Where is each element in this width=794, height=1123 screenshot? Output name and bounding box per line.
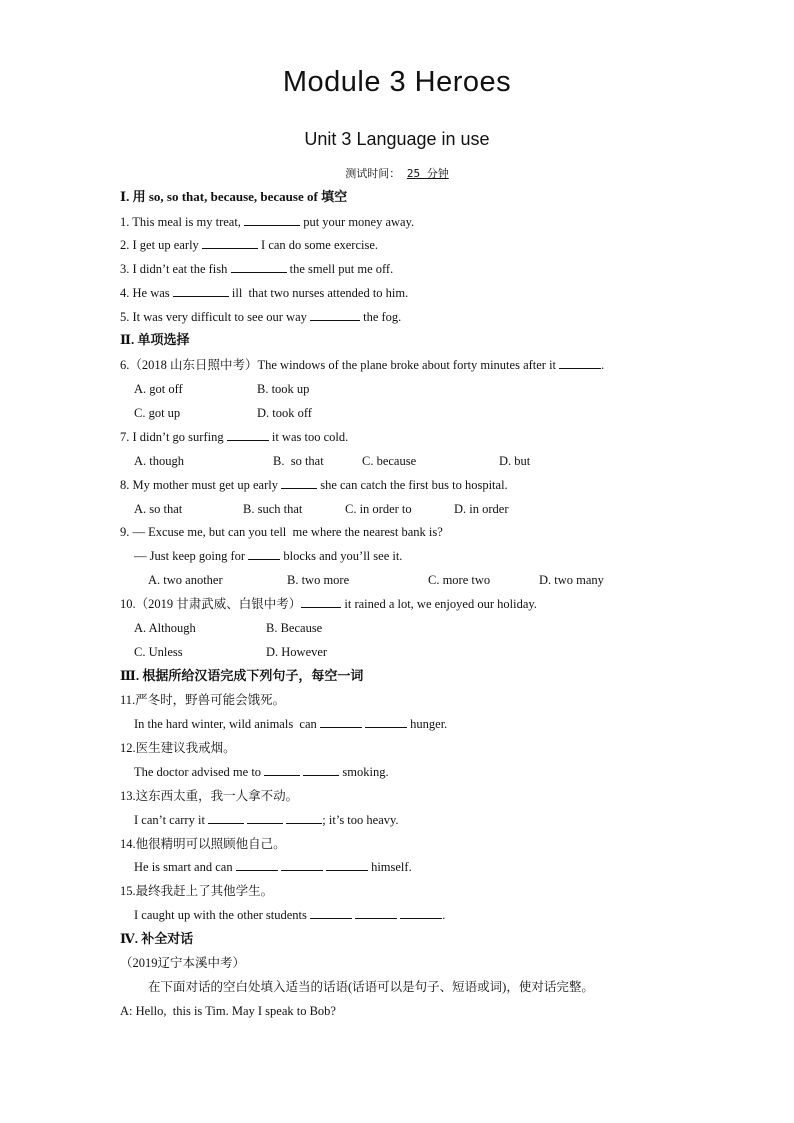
- question-14-chinese: 14.他很精明可以照顾他自己。: [120, 837, 286, 851]
- dialogue-source: （2019辽宁本溪中考）: [120, 956, 246, 970]
- option-10d[interactable]: D. However: [266, 645, 328, 659]
- option-9c[interactable]: C. more two: [428, 573, 491, 587]
- test-time-label: 测试时间：: [345, 167, 401, 180]
- question-11: In the hard winter, wild animals can hunger.: [134, 717, 448, 731]
- option-8a[interactable]: A. so that: [134, 502, 183, 516]
- answer-blank[interactable]: [355, 907, 397, 919]
- section-4-heading: Ⅳ. 补全对话: [120, 931, 194, 946]
- option-10a[interactable]: A. Although: [134, 621, 196, 635]
- option-6c[interactable]: C. got up: [134, 406, 181, 420]
- answer-blank[interactable]: [281, 859, 323, 871]
- dialogue-line-a: A: Hello, this is Tim. May I speak to Bob?: [120, 1004, 336, 1018]
- answer-blank[interactable]: [320, 716, 362, 728]
- answer-blank[interactable]: [247, 812, 283, 824]
- option-9b[interactable]: B. two more: [287, 573, 350, 587]
- option-10c[interactable]: C. Unless: [134, 645, 183, 659]
- answer-blank[interactable]: [303, 764, 339, 776]
- answer-blank[interactable]: [227, 429, 269, 441]
- option-6d[interactable]: D. took off: [257, 406, 312, 420]
- question-9: 9. — Excuse me, but can you tell me where the nearest bank is?: [120, 525, 443, 539]
- test-time-value: 25 分钟: [406, 167, 449, 180]
- answer-blank[interactable]: [310, 309, 360, 321]
- question-7: 7. I didn’t go surfing it was too cold.: [120, 430, 349, 444]
- question-6: 6.（2018 山东日照中考）The windows of the plane broke about forty minutes after it .: [120, 358, 605, 372]
- question-10: 10.（2019 甘肃武威、白银中考） it rained a lot, we enjoyed our holiday.: [120, 597, 537, 611]
- answer-blank[interactable]: [365, 716, 407, 728]
- option-7b[interactable]: B. so that: [273, 454, 324, 468]
- question-11-chinese: 11.严冬时，野兽可能会饿死。: [120, 693, 286, 707]
- question-1: 1. This meal is my treat, put your money away.: [120, 215, 415, 229]
- answer-blank[interactable]: [400, 907, 442, 919]
- question-13: I can’t carry it ; it’s too heavy.: [134, 813, 399, 827]
- option-8d[interactable]: D. in order: [454, 502, 509, 516]
- section-2-heading: Ⅱ. 单项选择: [120, 332, 190, 347]
- question-12: The doctor advised me to smoking.: [134, 765, 389, 779]
- answer-blank[interactable]: [202, 237, 258, 249]
- answer-blank[interactable]: [248, 548, 280, 560]
- dialogue-instruction: 在下面对话的空白处填入适当的话语(话语可以是句子、短语或词)，使对话完整。: [148, 980, 594, 994]
- option-6b[interactable]: B. took up: [257, 382, 310, 396]
- question-3: 3. I didn’t eat the fish the smell put me off.: [120, 262, 394, 276]
- answer-blank[interactable]: [326, 859, 368, 871]
- option-8b[interactable]: B. such that: [243, 502, 303, 516]
- option-9d[interactable]: D. two many: [539, 573, 604, 587]
- option-7c[interactable]: C. because: [362, 454, 417, 468]
- answer-blank[interactable]: [208, 812, 244, 824]
- option-7d[interactable]: D. but: [499, 454, 531, 468]
- answer-blank[interactable]: [281, 477, 317, 489]
- answer-blank[interactable]: [559, 357, 601, 369]
- answer-blank[interactable]: [286, 812, 322, 824]
- question-8: 8. My mother must get up early she can catch the first bus to hospital.: [120, 478, 508, 492]
- question-4: 4. He was ill that two nurses attended to him.: [120, 286, 409, 300]
- answer-blank[interactable]: [310, 907, 352, 919]
- answer-blank[interactable]: [173, 285, 229, 297]
- page-subtitle: Unit 3 Language in use: [304, 129, 490, 149]
- answer-blank[interactable]: [264, 764, 300, 776]
- answer-blank[interactable]: [244, 214, 300, 226]
- test-time: [0, 165, 794, 181]
- answer-blank[interactable]: [236, 859, 278, 871]
- question-12-chinese: 12.医生建议我戒烟。: [120, 741, 236, 755]
- question-5: 5. It was very difficult to see our way the fog.: [120, 310, 402, 324]
- option-9a[interactable]: A. two another: [148, 573, 223, 587]
- question-14: He is smart and can himself.: [134, 860, 412, 874]
- option-8c[interactable]: C. in order to: [345, 502, 412, 516]
- page-title: Module 3 Heroes: [282, 66, 512, 98]
- option-10b[interactable]: B. Because: [266, 621, 323, 635]
- question-15: I caught up with the other students .: [134, 908, 446, 922]
- question-9-reply: — Just keep going for blocks and you’ll see it.: [134, 549, 403, 563]
- section-3-heading: Ⅲ. 根据所给汉语完成下列句子，每空一词: [120, 668, 364, 683]
- section-1-heading: Ⅰ. 用 so, so that, because, because of 填空: [120, 189, 348, 204]
- answer-blank[interactable]: [231, 261, 287, 273]
- answer-blank[interactable]: [301, 596, 341, 608]
- question-13-chinese: 13.这东西太重，我一人拿不动。: [120, 789, 299, 803]
- question-2: 2. I get up early I can do some exercise.: [120, 238, 379, 252]
- question-15-chinese: 15.最终我赶上了其他学生。: [120, 884, 274, 898]
- option-7a[interactable]: A. though: [134, 454, 184, 468]
- option-6a[interactable]: A. got off: [134, 382, 183, 396]
